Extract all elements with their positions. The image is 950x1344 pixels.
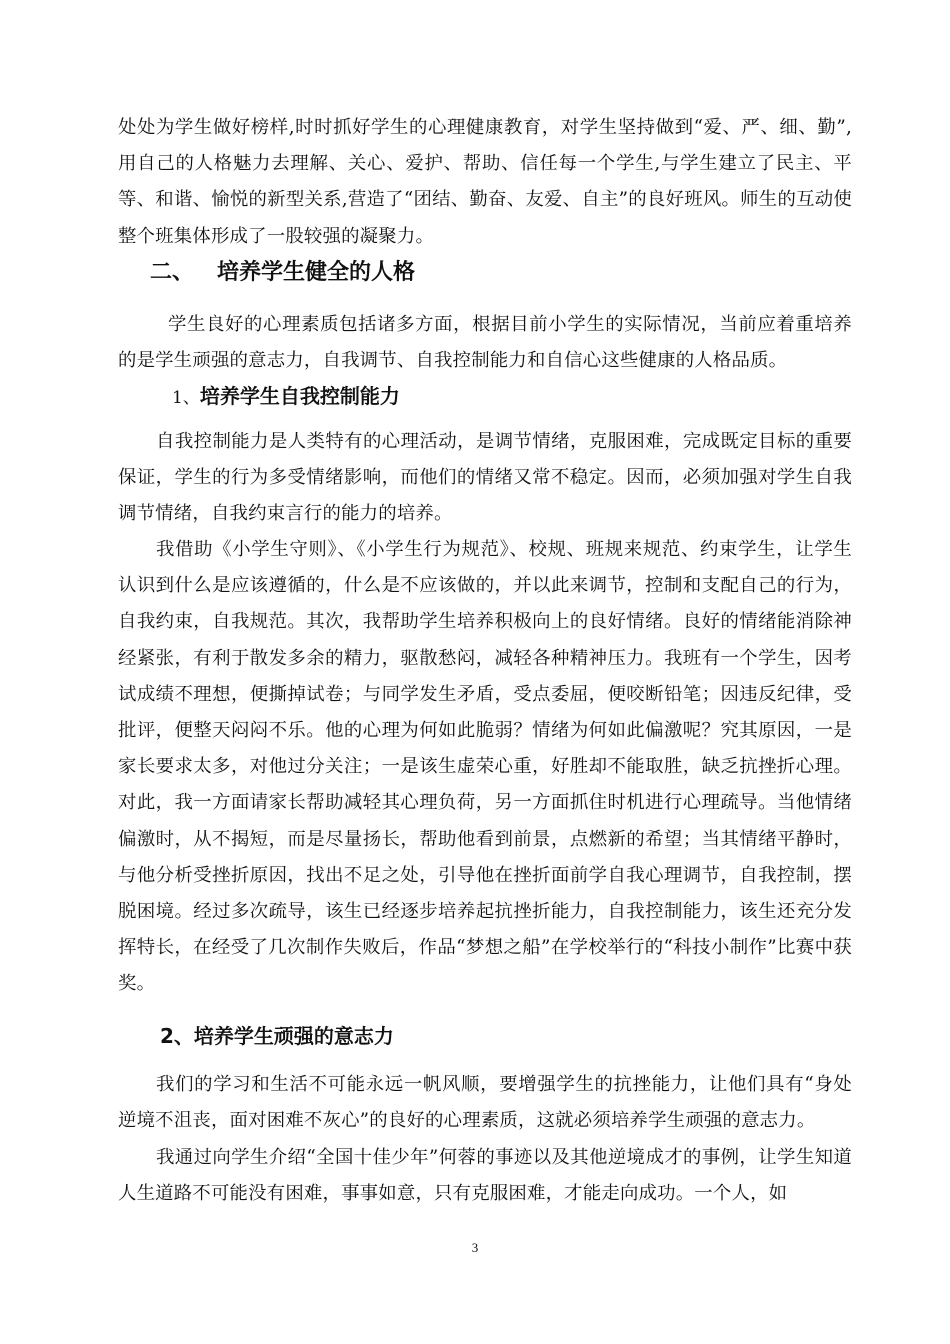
paragraph-self-control-example: 我借助《小学生守则》、《小学生行为规范》、校规、班规来规范、约束学生，让学生认识到什么是应该遵循的，什么是不应该做的，并以此来调节，控制和支配自己的行为，自我约束，自我规范。其次，我帮助学生培养积极向上的良好情绪。良好的情绪能消除神经紧张，有利于散发多余的精力，驱散愁闷，减轻各种精神压力。我班有一个学生，因考试成绩不理想，便撕掉试卷；与同学发生矛盾，受点委屈，便咬断铅笔；因违反纪律，受批评，便整天闷闷不乐。他的心理为何如此脆弱？情绪为何如此偏激呢？究其原因，一是家长要求太多，对他过分关注；一是该生虚荣心重，好胜却不能取胜，缺乏抗挫折心理。对此，我一方面请家长帮助减轻其心理负荷，另一方面抓住时机进行心理疏导。当他情绪偏激时，从不揭短，而是尽量扬长，帮助他看到前景，点燃新的希望；当其情绪平静时，与他分析受挫折原因，找出不足之处，引导他在挫折面前学自我心理调节，自我控制，摆脱困境。经过多次疏导，该生已经逐步培养起抗挫折能力，自我控制能力，该生还充分发挥特长，在经受了几次制作失败后，作品“梦想之船”在学校举行的“科技小制作”比赛中获奖。 [118, 539, 852, 995]
subsection-heading-2: 2、培养学生顽强的意志力 [160, 1024, 394, 1048]
page-number: 3 [471, 1240, 479, 1255]
subsection-title-1: 培养学生自我控制能力 [199, 384, 400, 408]
section-heading-2: 二、 培养学生健全的人格 [150, 260, 415, 285]
paragraph-section-2-intro: 学生良好的心理素质包括诸多方面，根据目前小学生的实际情况，当前应着重培养的是学生顽强的意志力，自我调节、自我控制能力和自信心这些健康的人格品质。 [118, 314, 852, 372]
paragraph-willpower-example: 我通过向学生介绍“全国十佳少年”何蓉的事迹以及其他逆境成才的事例，让学生知道人生道路不可能没有困难，事事如意，只有克服困难，才能走向成功。一个人，如 [118, 1147, 852, 1205]
paragraph-intro: 处处为学生做好榜样,时时抓好学生的心理健康教育，对学生坚持做到“爱、严、细、勤”,用自己的人格魅力去理解、关心、爱护、帮助、信任每一个学生,与学生建立了民主、平等、和谐、愉悦的新型关系,营造了“团结、勤奋、友爱、自主”的良好班风。师生的互动使整个班集体形成了一股较强的凝聚力。 [118, 117, 852, 247]
subsection-heading-1 [172, 381, 400, 413]
paragraph-self-control: 自我控制能力是人类特有的心理活动，是调节情绪，克服困难，完成既定目标的重要保证，学生的行为多受情绪影响，而他们的情绪又常不稳定。因而，必须加强对学生自我调节情绪，自我约束言行的能力的培养。 [118, 431, 852, 525]
subsection-number-1: 1、 [172, 388, 200, 408]
paragraph-willpower: 我们的学习和生活不可能永远一帆风顺，要增强学生的抗挫能力，让他们具有“身处逆境不沮丧，面对困难不灰心”的良好的心理素质，这就必须培养学生顽强的意志力。 [118, 1074, 852, 1132]
